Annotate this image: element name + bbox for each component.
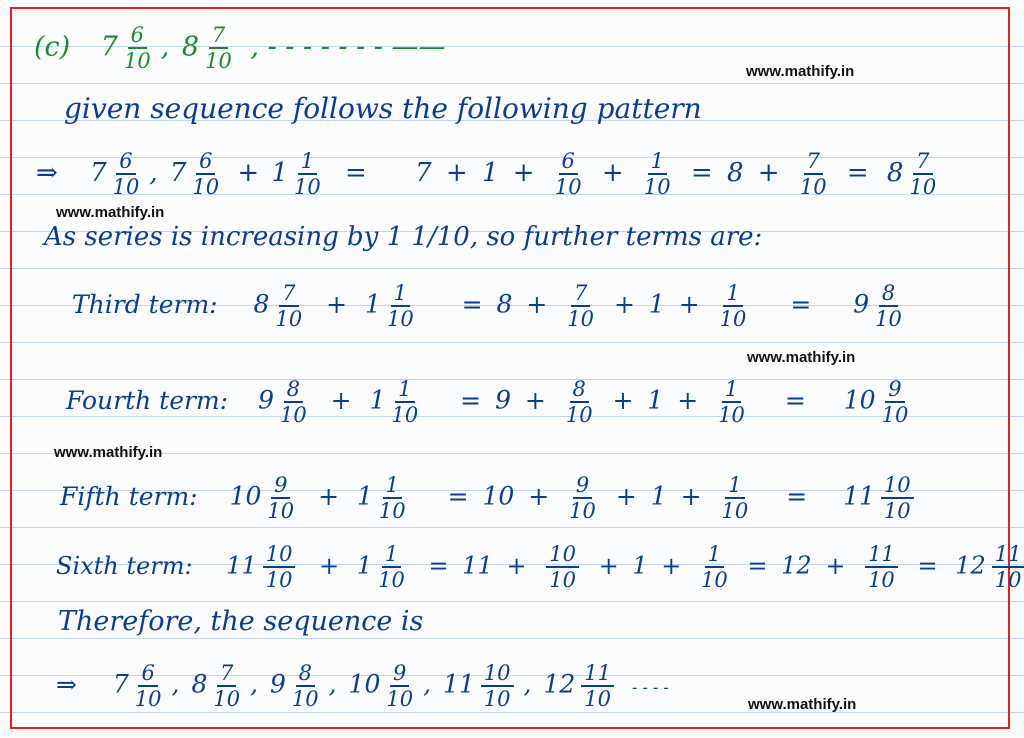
question-label: (c)	[34, 31, 71, 63]
header-term-2: 8 $\frac{7}{10}$	[181, 23, 232, 74]
fourth-term-line: Fourth term: 9 $\frac{8}{10}$ + 1 $\frac{1}{10}$ = 9 + $\frac{8}{10}$ + 1 + $\frac{1}{10}$ = 10 $\frac{9}{10}$	[66, 377, 909, 428]
sixth-term-line: Sixth term: 11 $\frac{10}{10}$ + 1 $\frac{1}{10}$ = 11 + $\frac{10}{10}$ + 1 + $\frac{1}{10}$ = 12 + $\frac{11}{10}$ = 12 $\frac{11}{10}$	[56, 543, 1024, 591]
pattern-term-b: 7 $\frac{6}{10}$	[169, 149, 220, 200]
watermark-5: www.mathify.in	[748, 696, 857, 713]
term-label: Fourth term:	[66, 385, 229, 415]
intro-text: given sequence follows the following pattern	[64, 92, 702, 125]
third-term-line: Third term: 8 $\frac{7}{10}$ + 1 $\frac{1}{10}$ = 8 + $\frac{7}{10}$ + 1 + $\frac{1}{10}$ = 9 $\frac{8}{10}$	[72, 281, 902, 332]
watermark-1: www.mathify.in	[746, 63, 855, 80]
header-dashes: , - - - - - - - ——	[250, 31, 446, 63]
pattern-term-a: 7 $\frac{6}{10}$	[90, 149, 140, 200]
watermark-4: www.mathify.in	[54, 444, 163, 461]
conclusion-text: Therefore, the sequence is	[58, 606, 424, 637]
pattern-term-j: 8 $\frac{7}{10}$	[886, 149, 937, 200]
fifth-term-line: Fifth term: 10 $\frac{9}{10}$ + 1 $\frac{1}{10}$ = 10 + $\frac{9}{10}$ + 1 + $\frac{1}{10}$ = 11 $\frac{10}{10}$	[60, 474, 924, 522]
question-header: (c) 7 $\frac{6}{10}$ , 8 $\frac{7}{10}$ , - - - - - - - ——	[34, 23, 446, 74]
pattern-line: ⇒ 7 $\frac{6}{10}$ , 7 $\frac{6}{10}$ + 1 $\frac{1}{10}$ = 7 + 1 + $\frac{6}{10}$ + $\frac{1}{10}$ = 8 + $\frac{7}{10}$ = 8 $\frac{7}{10}$	[36, 150, 946, 198]
term-label: Fifth term:	[60, 481, 198, 511]
watermark-3: www.mathify.in	[747, 349, 856, 366]
final-term-1: 7 $\frac{6}{10}$	[112, 661, 162, 712]
term-label: Third term:	[72, 289, 218, 319]
final-term-6: 12 $\frac{11}{10}$	[543, 662, 620, 710]
final-term-2: 8 $\frac{7}{10}$	[191, 661, 241, 712]
final-term-3: 9 $\frac{8}{10}$	[270, 661, 319, 712]
final-term-4: 10 $\frac{9}{10}$	[348, 661, 414, 712]
watermark-2: www.mathify.in	[56, 204, 165, 221]
pattern-term-c: 1 $\frac{1}{10}$	[271, 149, 321, 200]
final-term-5: 11 $\frac{10}{10}$	[443, 662, 520, 710]
series-note: As series is increasing by 1 1/10, so further terms are:	[44, 222, 763, 252]
header-term-1: 7 $\frac{6}{10}$	[100, 23, 151, 74]
term-label: Sixth term:	[56, 551, 193, 580]
final-sequence: ⇒ 7 $\frac{6}{10}$ , 8 $\frac{7}{10}$ , 9 $\frac{8}{10}$ , 10 $\frac{9}{10}$ , 11 $\frac{10}{10}$ , 12 $\frac{11}{10}$ - - - -	[56, 661, 669, 712]
